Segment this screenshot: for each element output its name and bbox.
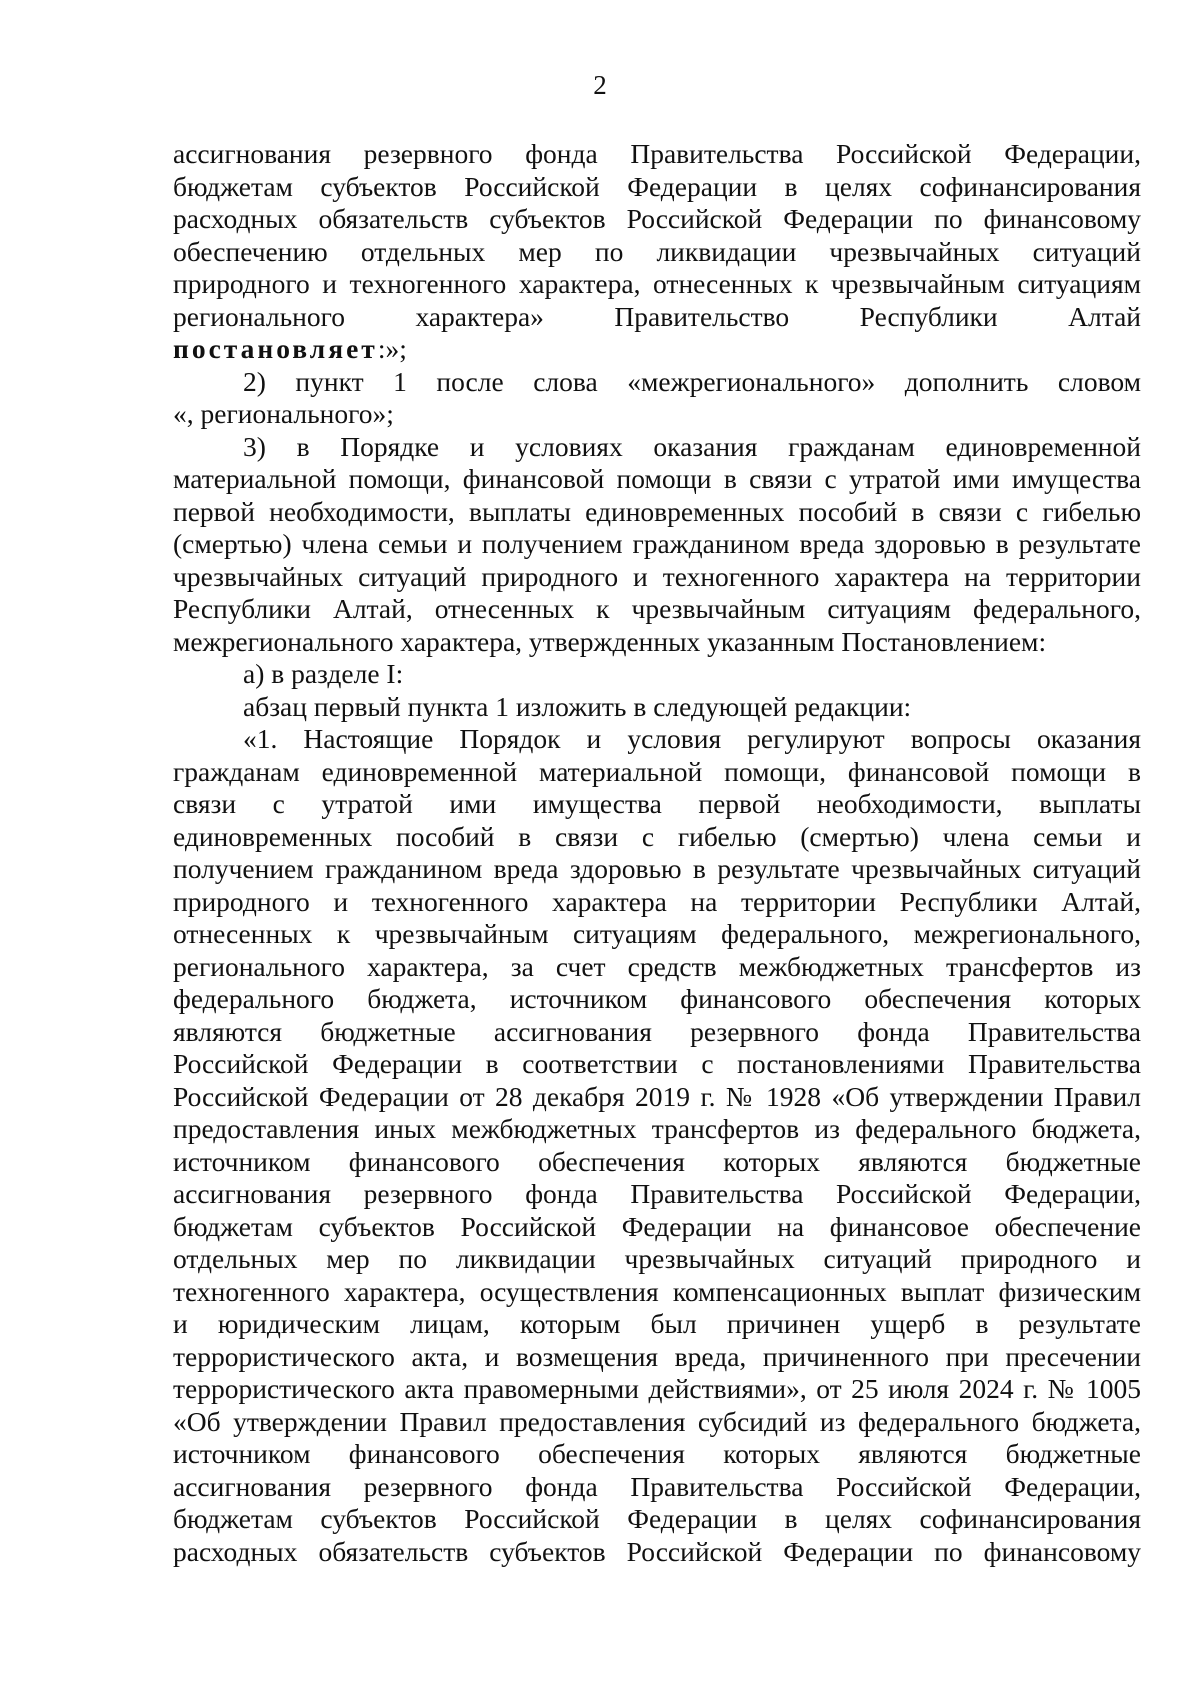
text-line: ассигнования резервного фонда Правительства Российской Федерации, bbox=[173, 1470, 1141, 1502]
text-line: предоставления иных межбюджетных трансфертов из федерального бюджета, bbox=[173, 1113, 1141, 1144]
text-line: террористического акта правомерными действиями», от 25 июля 2024 г. № 1005 bbox=[173, 1373, 1141, 1404]
text-line: единовременных пособий в связи с гибелью (смертью) члена семьи и bbox=[173, 820, 1141, 852]
decree-word: постановляет bbox=[173, 333, 378, 364]
text-line: чрезвычайных ситуаций природного и техногенного характера на территории bbox=[173, 560, 1141, 592]
text-line: «1. Настоящие Порядок и условия регулируют вопросы оказания bbox=[243, 723, 1141, 754]
text-line: отдельных мер по ликвидации чрезвычайных ситуаций природного и bbox=[173, 1243, 1141, 1274]
decree-line bbox=[173, 333, 1141, 366]
text-line: расходных обязательств субъектов Российской Федерации по финансовому bbox=[173, 1535, 1141, 1567]
text-line: природного и техногенного характера, отнесенных к чрезвычайным ситуациям bbox=[173, 268, 1141, 299]
text-line: террористического акта, и возмещения вреда, причиненного при пресечении bbox=[173, 1340, 1141, 1372]
text-line: первой необходимости, выплаты единовременных пособий в связи с гибелью bbox=[173, 495, 1141, 527]
text-line: абзац первый пункта 1 изложить в следующей редакции: bbox=[243, 690, 912, 722]
text-line: межрегионального характера, утвержденных указанным Постановлением: bbox=[173, 625, 1047, 657]
paragraph-continuation bbox=[173, 138, 1141, 366]
text-line: бюджетам субъектов Российской Федерации в целях софинансирования bbox=[173, 170, 1141, 202]
text-line: Республики Алтай, отнесенных к чрезвычайным ситуациям федерального, bbox=[173, 593, 1141, 624]
paragraph-subitem-a bbox=[173, 658, 1141, 691]
text-line: регионального характера» Правительство Республики Алтай bbox=[173, 300, 1141, 332]
text-line: Российской Федерации в соответствии с постановлениями Правительства bbox=[173, 1048, 1141, 1079]
text-line: обеспечению отдельных мер по ликвидации чрезвычайных ситуаций bbox=[173, 235, 1141, 267]
text-line: «, регионального»; bbox=[173, 398, 394, 429]
text-line: «Об утверждении Правил предоставления субсидий из федерального бюджета, bbox=[173, 1405, 1141, 1437]
paragraph-instruction bbox=[173, 691, 1141, 724]
text-line: бюджетам субъектов Российской Федерации на финансовое обеспечение bbox=[173, 1210, 1141, 1242]
text-line: федерального бюджета, источником финансового обеспечения которых bbox=[173, 983, 1141, 1014]
text-line: Российской Федерации от 28 декабря 2019 г. № 1928 «Об утверждении Правил bbox=[173, 1080, 1141, 1112]
text-line: (смертью) члена семьи и получением гражданином вреда здоровью в результате bbox=[173, 528, 1141, 559]
text-line: 3) в Порядке и условиях оказания гражданам единовременной bbox=[243, 430, 1141, 462]
text-line: техногенного характера, осуществления компенсационных выплат физическим bbox=[173, 1275, 1141, 1307]
text-line: расходных обязательств субъектов Российской Федерации по финансовому bbox=[173, 203, 1141, 234]
text-line: и юридическим лицам, которым был причинен ущерб в результате bbox=[173, 1308, 1141, 1339]
paragraph-item-2 bbox=[173, 366, 1141, 431]
decree-suffix: :»; bbox=[377, 333, 407, 364]
text-line: материальной помощи, финансовой помощи в связи с утратой ими имущества bbox=[173, 463, 1141, 494]
text-line: гражданам единовременной материальной помощи, финансовой помощи в bbox=[173, 755, 1141, 787]
text-line: 2) пункт 1 после слова «межрегионального» дополнить словом bbox=[243, 365, 1141, 397]
paragraph-quoted-point-1 bbox=[173, 723, 1141, 1568]
text-line: являются бюджетные ассигнования резервного фонда Правительства bbox=[173, 1015, 1141, 1047]
text-line: а) в разделе I: bbox=[243, 658, 404, 689]
text-line: ассигнования резервного фонда Правительства Российской Федерации, bbox=[173, 1178, 1141, 1209]
text-line: регионального характера, за счет средств межбюджетных трансфертов из bbox=[173, 950, 1141, 982]
text-line: ассигнования резервного фонда Правительства Российской Федерации, bbox=[173, 138, 1141, 169]
text-line: природного и техногенного характера на территории Республики Алтай, bbox=[173, 885, 1141, 917]
text-line: источником финансового обеспечения которых являются бюджетные bbox=[173, 1438, 1141, 1469]
text-line: связи с утратой ими имущества первой необходимости, выплаты bbox=[173, 788, 1141, 819]
document-body bbox=[173, 138, 1141, 1568]
text-line: получением гражданином вреда здоровью в результате чрезвычайных ситуаций bbox=[173, 853, 1141, 884]
page-number: 2 bbox=[593, 70, 607, 100]
text-line: бюджетам субъектов Российской Федерации в целях софинансирования bbox=[173, 1503, 1141, 1534]
text-line: источником финансового обеспечения которых являются бюджетные bbox=[173, 1145, 1141, 1177]
paragraph-item-3 bbox=[173, 431, 1141, 659]
text-line: отнесенных к чрезвычайным ситуациям федерального, межрегионального, bbox=[173, 918, 1141, 949]
